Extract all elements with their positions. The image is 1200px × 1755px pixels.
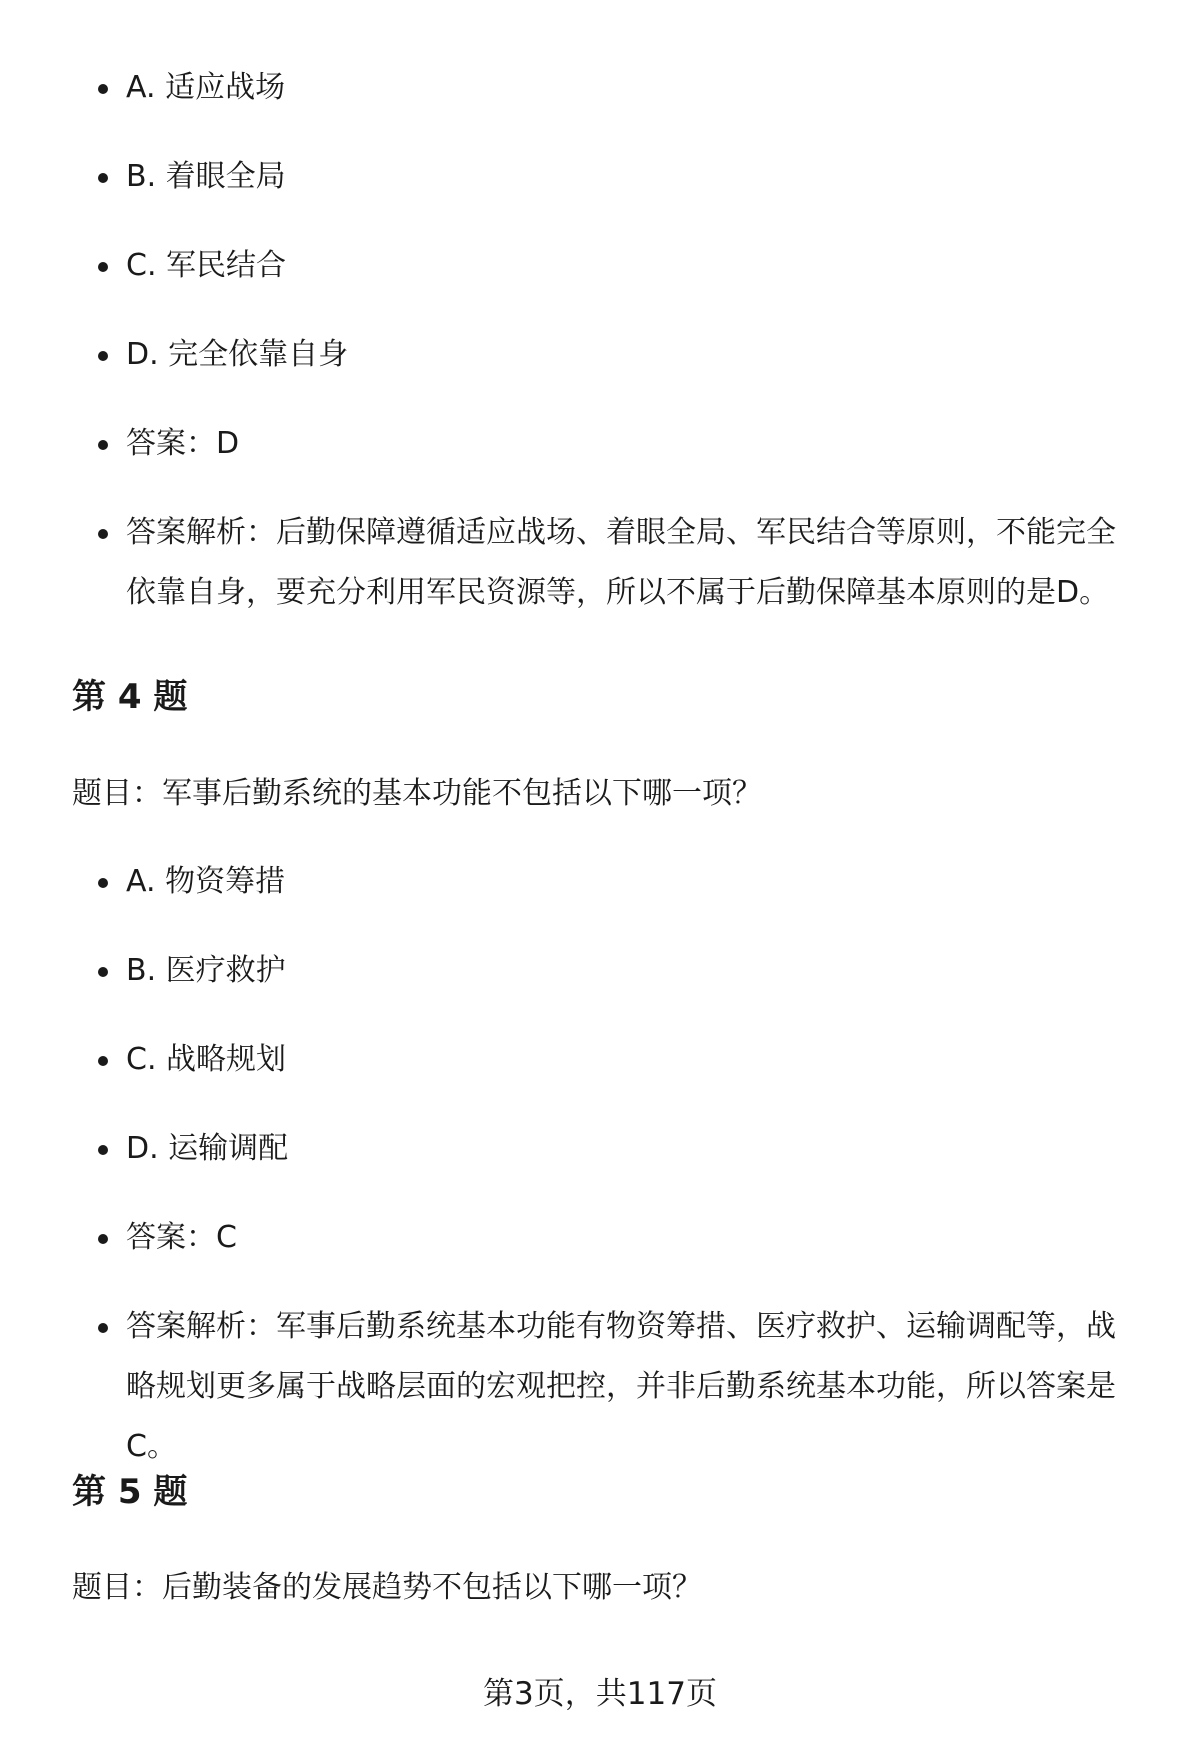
q4-option-d: D. 运输调配	[72, 1119, 1140, 1179]
q4-heading: 第 4 题	[72, 677, 188, 717]
q3-option-d: D. 完全依靠自身	[72, 325, 1140, 385]
q4-answer: 答案：C	[72, 1208, 1140, 1268]
q4-analysis: 答案解析：军事后勤系统基本功能有物资筹措、医疗救护、运输调配等，战略规划更多属于战略层面的宏观把控，并非后勤系统基本功能，所以答案是C。	[72, 1297, 1140, 1477]
q4-option-b: B. 医疗救护	[72, 941, 1140, 1001]
q3-answer: 答案：D	[72, 414, 1140, 474]
q3-option-list	[72, 58, 1140, 623]
q4-question: 题目：军事后勤系统的基本功能不包括以下哪一项？	[72, 776, 762, 811]
q4-option-a: A. 物资筹措	[72, 852, 1140, 912]
q3-option-a: A. 适应战场	[72, 58, 1140, 118]
page-footer: 第3页，共117页	[483, 1676, 717, 1712]
q4-option-c: C. 战略规划	[72, 1030, 1140, 1090]
q3-analysis: 答案解析：后勤保障遵循适应战场、着眼全局、军民结合等原则，不能完全依靠自身，要充分利用军民资源等，所以不属于后勤保障基本原则的是D。	[72, 503, 1140, 623]
q5-question: 题目：后勤装备的发展趋势不包括以下哪一项？	[72, 1570, 702, 1605]
q5-heading: 第 5 题	[72, 1472, 188, 1512]
q3-option-c: C. 军民结合	[72, 236, 1140, 296]
q4-option-list	[72, 852, 1140, 1477]
q3-option-b: B. 着眼全局	[72, 147, 1140, 207]
